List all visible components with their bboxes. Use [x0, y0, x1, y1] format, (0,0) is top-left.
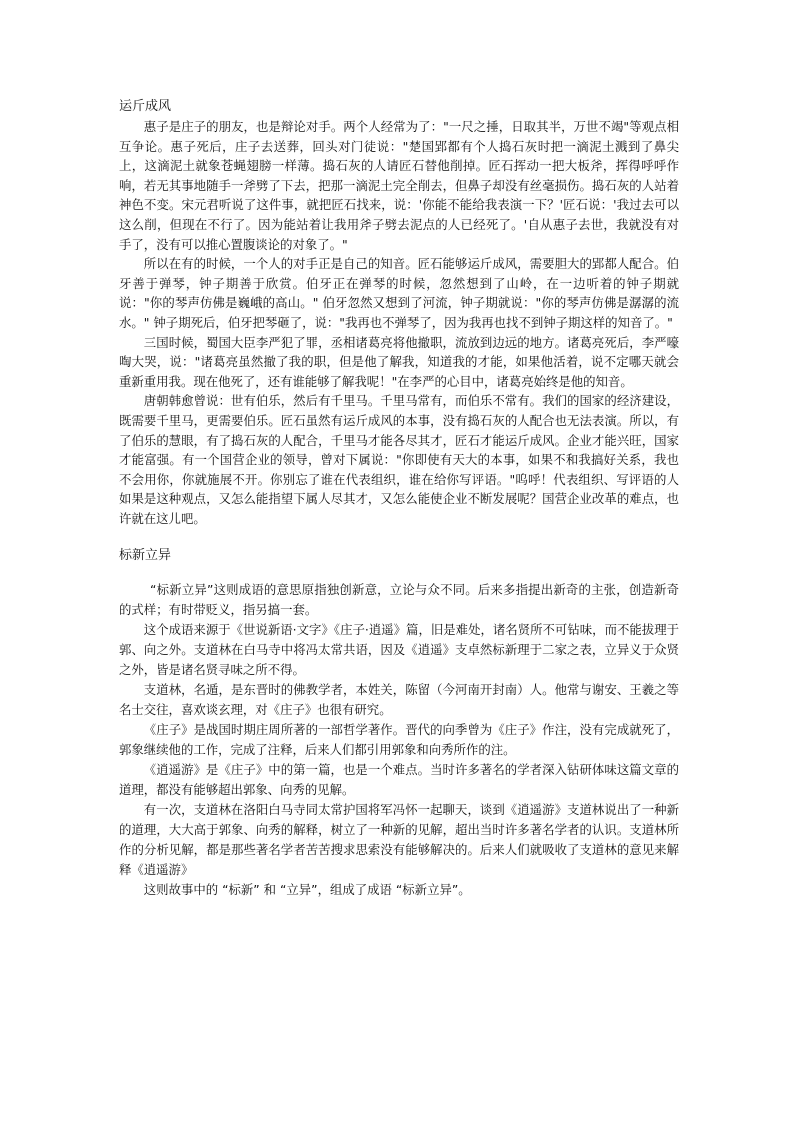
paragraph: 这则故事中的 “标新” 和 “立异”，组成了成语 “标新立异”。 — [143, 882, 471, 898]
paragraph: 唐朝韩愈曾说：世有伯乐，然后有千里马。千里马常有，而伯乐不常有。我们的国家的经济建设，既需要千里马，更需要伯乐。匠石虽然有运斤成风的本事，没有捣石灰的人配合也无法表演。所以，有了伯乐的慧眼，有了捣石灰的人配合，千里马才能各尽其才，匠石才能运斤成风。企业才能兴旺，国家才能富强。有一个国营企业的领导，曾对下属说："你即使有天大的本事，如果不和我搞好关系，我也不会用你，你就施展不开。你别忘了谁在代表组织，谁在给你写评语。"呜呼！代表组织、写评语的人如果是这种观点，又怎么能指望下属人尽其才，又怎么能使企业不断发展呢？国营企业改革的难点，也许就在这儿吧。 — [119, 393, 679, 526]
paragraph: 支道林，名遁，是东晋时的佛教学者，本姓关，陈留（今河南开封南）人。他常与谢安、王羲之等名士交往，喜欢谈玄理，对《庄子》也很有研究。 — [119, 682, 679, 718]
paragraph: 所以在有的时候，一个人的对手正是自己的知音。匠石能够运斤成风，需要胆大的郢都人配合。伯牙善于弹琴，钟子期善于欣赏。伯牙正在弹琴的时候，忽然想到了山岭，在一边听着的钟子期就说："你的琴声仿佛是巍峨的高山。" 伯牙忽然又想到了河流，钟子期就说："你的琴声仿佛是潺潺的流水。" 钟子期死后，伯牙把琴砸了，说："我再也不弹琴了，因为我再也找不到钟子期这样的知音了。" — [119, 256, 679, 330]
paragraph: “标新立异”这则成语的意思原指独创新意，立论与众不同。后来多指提出新奇的主张，创造新奇的式样；有时带贬义，指另搞一套。 — [119, 582, 679, 618]
paragraph: 《逍遥游》是《庄子》中的第一篇，也是一个难点。当时许多著名的学者深入钻研体味这篇文章的道理，都没有能够超出郭象、向秀的见解。 — [119, 762, 679, 798]
paragraph: 有一次，支道林在洛阳白马寺同太常护国将军冯怀一起聊天，谈到《逍遥游》支道林说出了一种新的道理，大大高于郭象、向秀的解释，树立了一种新的见解，超出当时许多著名学者的认识。支道林所作的分析见解，都是那些著名学者苦苦搜求思索没有能够解决的。后来人们就吸收了支道林的意见来解释《逍遥游》 — [119, 802, 679, 878]
paragraph: 《庄子》是战国时期庄周所著的一部哲学著作。晋代的向季曾为《庄子》作注，没有完成就死了，郭象继续他的工作，完成了注释，后来人们都引用郭象和向秀所作的注。 — [119, 722, 679, 758]
paragraph: 三国时候，蜀国大臣李严犯了罪，丞相诸葛亮将他撤职，流放到边远的地方。诸葛亮死后，李严嚎啕大哭，说："诸葛亮虽然撤了我的职，但是他了解我，知道我的才能，如果他活着，说不定哪天就会重新重用我。现在他死了，还有谁能够了解我呢！"在李严的心目中，诸葛亮始终是他的知音。 — [119, 334, 679, 389]
section-title: 标新立异 — [119, 548, 172, 564]
section-biaoxin-liyi — [119, 546, 679, 900]
document-page — [119, 97, 679, 900]
paragraph: 这个成语来源于《世说新语·文字》《庄子·逍遥》篇，旧是难处，诸名贤所不可钻味，而不能拔理于郭、向之外。支道林在白马寺中将冯太常共语，因及《逍遥》支卓然标新理于二家之表，立异义于众贤之外，皆是诸名贤寻味之所不得。 — [119, 622, 679, 678]
section-yunjin-chengfeng — [119, 97, 679, 528]
section-title: 运斤成风 — [119, 99, 172, 114]
paragraph: 惠子是庄子的朋友，也是辩论对手。两个人经常为了："一尺之捶，日取其半，万世不竭"等观点相互争论。惠子死后，庄子去送葬，回头对门徒说："楚国郢都有个人捣石灰时把一滴泥土溅到了鼻尖上，这滴泥土就象苍蝇翅膀一样薄。捣石灰的人请匠石替他削掉。匠石挥动一把大板斧，挥得呼呼作响，若无其事地随手一斧劈了下去，把那一滴泥土完全削去，但鼻子却没有丝毫损伤。捣石灰的人站着神色不变。宋元君听说了这件事，就把匠石找来，说：'你能不能给我表演一下？'匠石说：'我过去可以这么削，但现在不行了。因为能站着让我用斧子劈去泥点的人已经死了。'自从惠子去世，我就没有对手了，没有可以推心置腹谈论的对象了。" — [119, 119, 679, 252]
